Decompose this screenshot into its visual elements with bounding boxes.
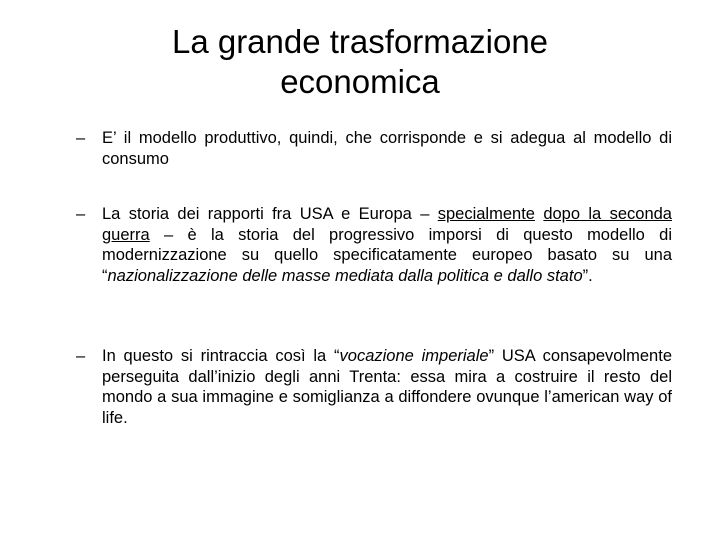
bullet-item-2 <box>76 204 672 286</box>
bullet-item-3 <box>76 346 672 428</box>
bullet-dash: – <box>76 205 86 223</box>
bullet-text-part: – è la storia del progressivo imporsi di questo modello di modernizzazione su quello specificatamente europeo basato su una “ <box>102 225 672 285</box>
bullet-text-part: ” USA consapevolmente perseguita dall’inizio degli anni Trenta: essa mira a costruire il resto del mondo a sua immagine e somiglianza a diffondere ovunque l’american way of life. <box>102 347 672 427</box>
underlined-text: specialmente <box>437 205 535 223</box>
slide-title <box>40 22 680 102</box>
bullet-text: E’ il modello produttivo, quindi, che corrisponde e si adegua al modello di consumo <box>102 129 672 168</box>
slide-title-line-2: economica <box>280 63 440 100</box>
bullet-text-part: ”. <box>582 266 593 285</box>
bullet-text-part: In questo si rintraccia così la “ <box>102 347 340 365</box>
bullet-dash: – <box>76 347 86 365</box>
italic-quote: nazionalizzazione delle masse mediata dalla politica e dallo stato <box>107 266 583 285</box>
slide-title-line-1: La grande trasformazione <box>171 23 549 60</box>
bullet-dash: – <box>76 129 86 147</box>
italic-quote: vocazione imperiale <box>339 347 489 365</box>
bullet-text-part: La storia dei rapporti fra USA e Europa – <box>102 205 438 223</box>
underlined-text: dopo la seconda guerra <box>102 205 672 244</box>
bullet-item-1 <box>76 128 672 169</box>
